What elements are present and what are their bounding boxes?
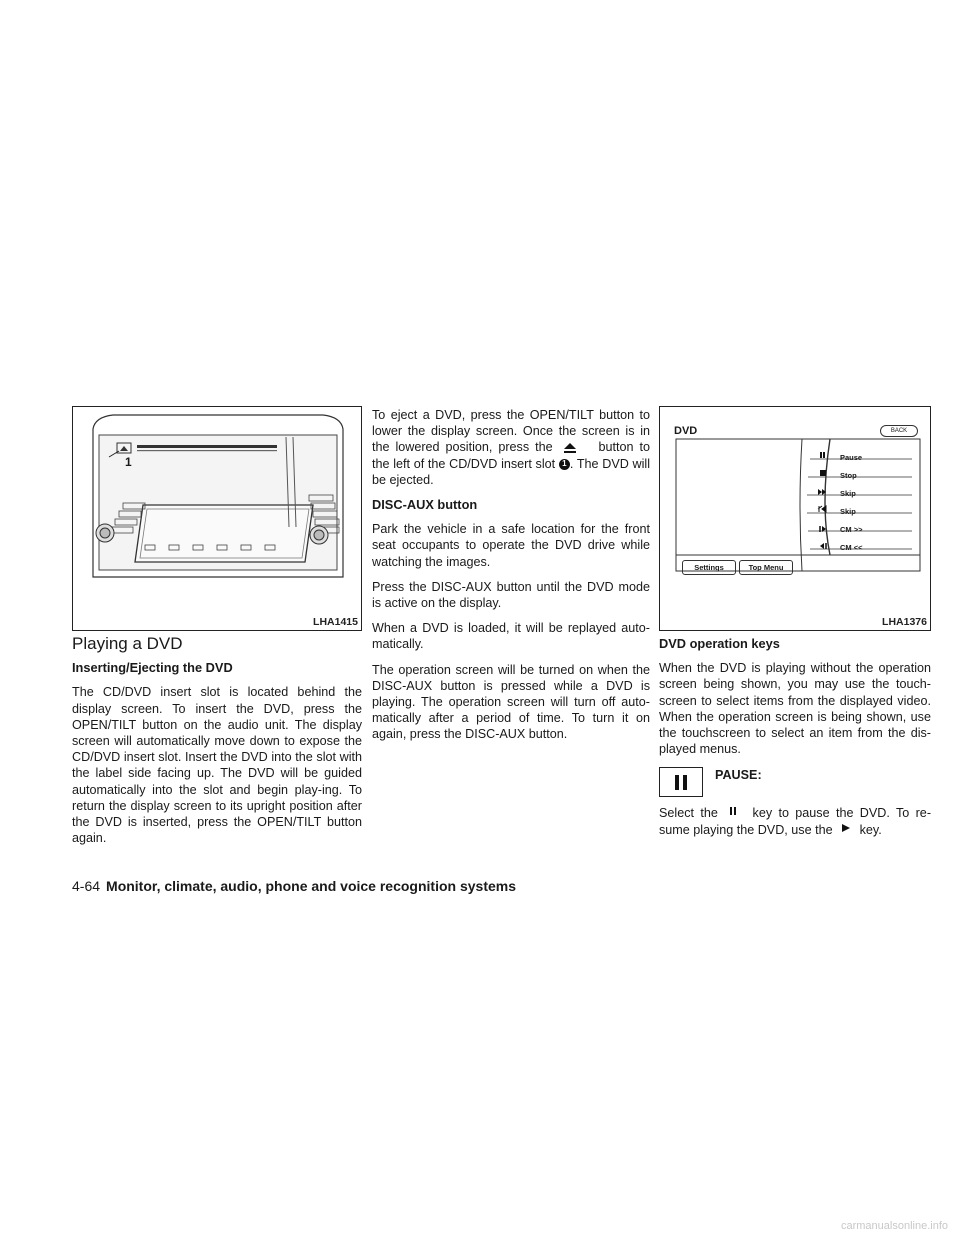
column-1 (72, 636, 362, 855)
menu-item-stop[interactable]: Stop (840, 471, 857, 480)
eject-text-b: button to the left of the CD/DVD insert slot (372, 440, 650, 471)
paragraph: When the DVD is playing without the operation screen being shown, you may use the touch-screen to select items from the displayed video. When the operation screen is being shown, use the touchscreen to select an item from the dis-played menus. (659, 661, 931, 757)
chapter-title: Monitor, climate, audio, phone and voice recognition systems (106, 878, 516, 894)
menu-item-skip-back[interactable]: Skip (840, 507, 856, 516)
column-3 (659, 636, 931, 847)
select-text-c: key. (859, 822, 882, 837)
page-footer (72, 878, 516, 894)
dvd-screen-figure (659, 406, 931, 631)
settings-button[interactable]: Settings (682, 560, 736, 575)
pause-label: PAUSE: (715, 768, 762, 783)
play-icon (836, 823, 856, 837)
eject-paragraph (372, 407, 650, 488)
subheading-operation-keys: DVD operation keys (659, 636, 780, 651)
back-label: BACK (890, 428, 908, 434)
eject-text-c: . The DVD will be ejected. (372, 456, 650, 487)
audio-unit-illustration (73, 407, 361, 612)
pause-paragraph (659, 805, 931, 837)
pause-row (659, 767, 931, 797)
paragraph: The CD/DVD insert slot is located behind the display screen. To insert the DVD, press the OPEN/TILT button on the audio unit. The display screen will automatically move down to expose the CD/DVD insert slot. Insert the DVD into the slot with the label side facing up. The DVD will be guided automatically into the slot and begin play-ing. To return the display screen to its upright position after the DVD is inserted, press the OPEN/TILT button again. (72, 685, 362, 846)
pause-icon (724, 807, 746, 821)
top-menu-button[interactable]: Top Menu (739, 560, 793, 575)
pause-key-icon (659, 767, 703, 797)
paragraph: Park the vehicle in a safe location for the front seat occupants to operate the DVD drive while watching the images. (372, 522, 650, 569)
menu-item-cm-forward[interactable]: CM >> (840, 525, 863, 534)
callout-number: 1 (125, 455, 132, 469)
callout-badge: 1 (559, 459, 570, 470)
menu-item-cm-back[interactable]: CM << (840, 543, 863, 552)
section-title: Playing a DVD (72, 634, 183, 653)
eject-icon (559, 441, 593, 455)
page-number: 4-64 (72, 878, 101, 894)
menu-item-pause[interactable]: Pause (840, 453, 863, 462)
dvd-screen-frame (660, 407, 930, 630)
select-text-b: key to pause the DVD. To re-sume playing the DVD, use the (659, 806, 932, 837)
dvd-screen-title: DVD (674, 425, 698, 437)
paragraph: When a DVD is loaded, it will be replayed auto-matically. (372, 621, 650, 652)
subheading-inserting: Inserting/Ejecting the DVD (72, 660, 233, 676)
figure-label: LHA1415 (313, 616, 358, 628)
select-text-a: Select the (659, 806, 718, 821)
paragraph: The operation screen will be turned on when the DISC-AUX button is pressed while a DVD is playing. The operation screen will turn off auto-matically after a period of time. To turn it on again, press the DISC-AUX button. (372, 662, 650, 742)
watermark: carmanualsonline.info (840, 1220, 948, 1232)
paragraph: Press the DISC-AUX button until the DVD mode is active on the display. (372, 579, 650, 611)
subheading-disc-aux: DISC-AUX button (372, 497, 478, 513)
eject-text-a: To eject a DVD, press the OPEN/TILT button to lower the display screen. Once the screen is in the lowered position, press the (372, 408, 650, 455)
menu-item-skip-forward[interactable]: Skip (840, 489, 856, 498)
audio-unit-figure (72, 406, 362, 631)
column-2 (372, 407, 650, 752)
figure-label: LHA1376 (882, 616, 927, 628)
